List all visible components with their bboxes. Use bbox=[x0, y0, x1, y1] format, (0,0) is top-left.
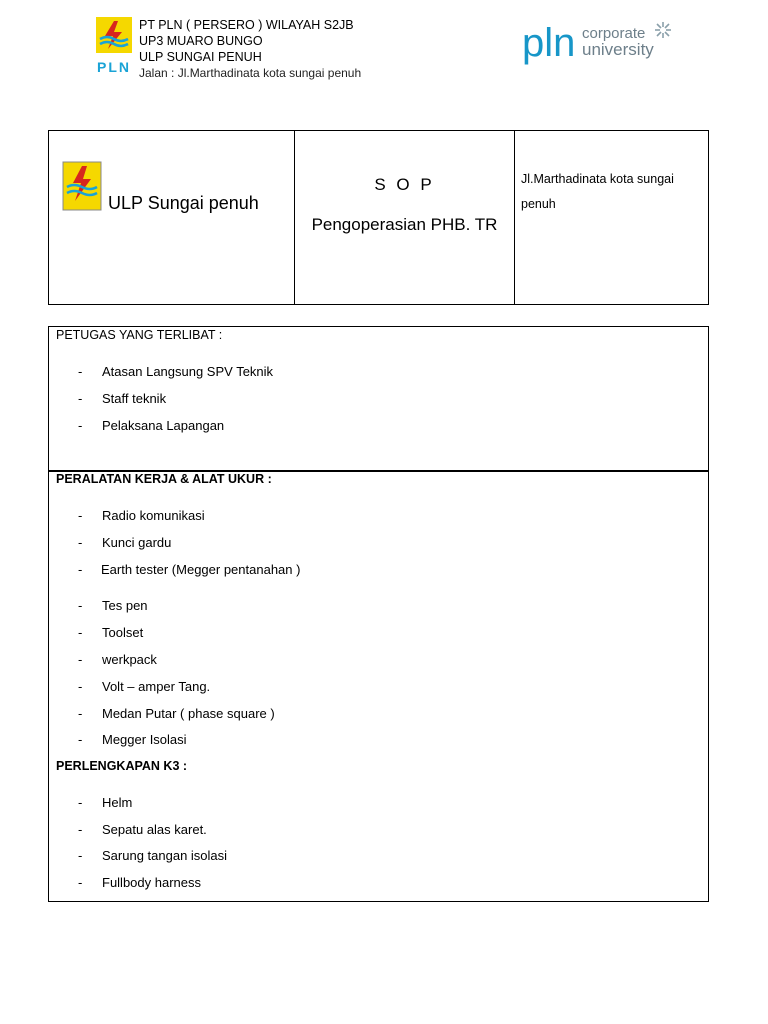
corp-logo-corporate: corporate bbox=[582, 25, 646, 42]
sop-title: S O P bbox=[374, 175, 435, 194]
list-item-text: Pelaksana Lapangan bbox=[102, 418, 225, 433]
list-item-text: Megger Isolasi bbox=[102, 732, 187, 747]
header-ulp: ULP SUNGAI PENUH bbox=[139, 50, 262, 64]
list-item-text: Toolset bbox=[102, 625, 144, 640]
sunburst-icon bbox=[655, 22, 671, 38]
list-item-text: Earth tester (Megger pentanahan ) bbox=[101, 562, 301, 577]
header-company: PT PLN ( PERSERO ) WILAYAH S2JB bbox=[139, 18, 354, 32]
list-dash: - bbox=[78, 706, 83, 721]
peralatan-section bbox=[48, 470, 709, 902]
list-item-text: Fullbody harness bbox=[102, 875, 201, 890]
list-dash: - bbox=[78, 875, 83, 890]
list-dash: - bbox=[78, 391, 83, 406]
list-dash: - bbox=[78, 508, 83, 523]
list-dash: - bbox=[78, 822, 83, 837]
list-dash: - bbox=[78, 848, 83, 863]
pln-corporate-university-logo bbox=[522, 18, 682, 68]
list-dash: - bbox=[78, 795, 83, 810]
list-dash: - bbox=[78, 364, 83, 379]
pln-logo-small bbox=[62, 161, 102, 211]
list-item-text: Medan Putar ( phase square ) bbox=[102, 706, 275, 721]
header-address: Jalan : Jl.Marthadinata kota sungai penuh bbox=[139, 66, 362, 80]
sop-subtitle: Pengoperasian PHB. TR bbox=[311, 215, 498, 234]
sop-header-table bbox=[48, 130, 709, 305]
corp-logo-university: university bbox=[582, 40, 654, 59]
list-item-text: Staff teknik bbox=[102, 391, 167, 406]
petugas-title: PETUGAS YANG TERLIBAT : bbox=[56, 328, 223, 342]
list-item-text: Radio komunikasi bbox=[102, 508, 205, 523]
list-dash: - bbox=[78, 625, 83, 640]
list-item-text: Kunci gardu bbox=[102, 535, 172, 550]
k3-title: PERLENGKAPAN K3 : bbox=[56, 759, 188, 773]
corp-logo-pln: pln bbox=[522, 21, 576, 65]
list-dash: - bbox=[78, 418, 83, 433]
list-dash: - bbox=[78, 652, 83, 667]
sop-unit-cell bbox=[49, 131, 295, 304]
list-item-text: werkpack bbox=[102, 652, 157, 667]
pln-logo bbox=[93, 17, 135, 75]
sop-address-cell bbox=[515, 131, 708, 304]
list-dash: - bbox=[78, 679, 83, 694]
sop-address: Jl.Marthadinata kota sungai penuh bbox=[521, 172, 674, 211]
list-dash: - bbox=[78, 562, 83, 577]
sop-title-cell bbox=[295, 131, 515, 304]
list-item-text: Atasan Langsung SPV Teknik bbox=[102, 364, 274, 379]
petugas-section bbox=[48, 326, 709, 472]
list-item-text: Tes pen bbox=[102, 598, 148, 613]
list-dash: - bbox=[78, 732, 83, 747]
list-item-text: Volt – amper Tang. bbox=[102, 679, 211, 694]
list-dash: - bbox=[78, 535, 83, 550]
list-item-text: Sarung tangan isolasi bbox=[102, 848, 228, 863]
pln-logo-text: PLN bbox=[97, 59, 131, 75]
list-item-text: Sepatu alas karet. bbox=[102, 822, 207, 837]
list-item-text: Helm bbox=[102, 795, 133, 810]
peralatan-title: PERALATAN KERJA & ALAT UKUR : bbox=[56, 472, 272, 486]
list-dash: - bbox=[78, 598, 83, 613]
unit-name: ULP Sungai penuh bbox=[108, 193, 259, 213]
header-up3: UP3 MUARO BUNGO bbox=[139, 34, 263, 48]
